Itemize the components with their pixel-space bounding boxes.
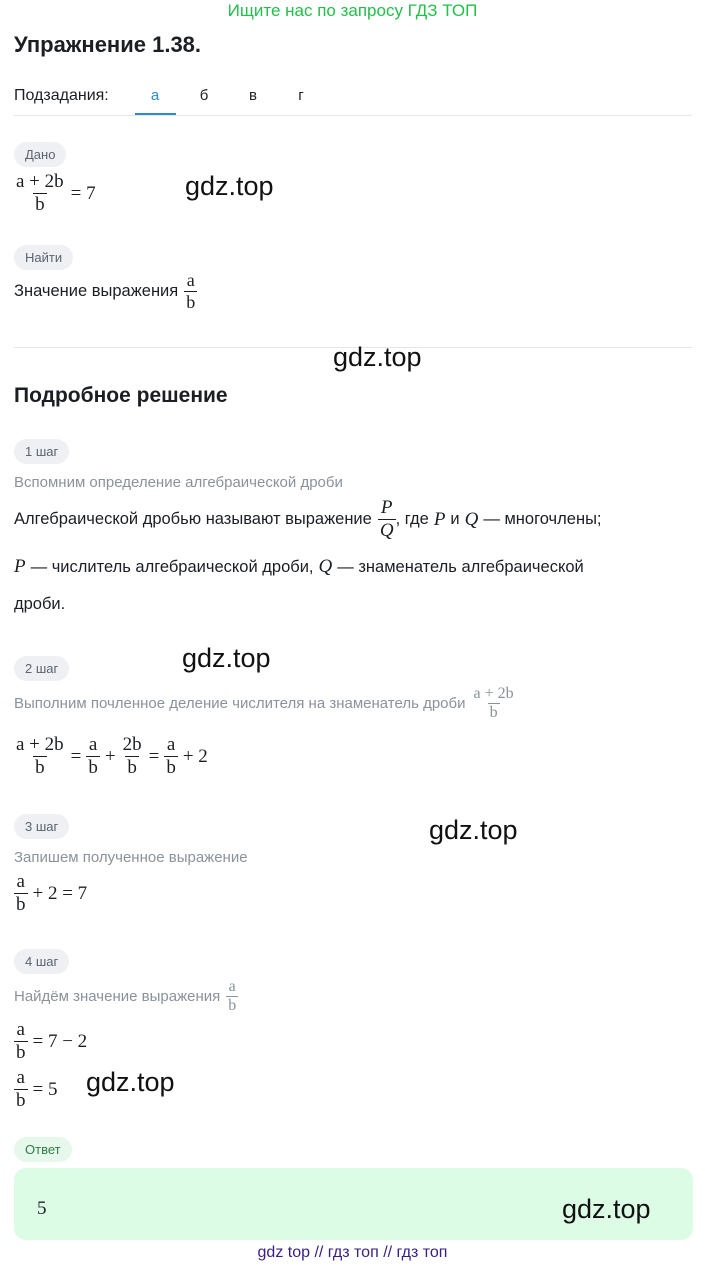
step1-text: — числитель алгебраической дроби, xyxy=(30,557,314,576)
step2-caption xyxy=(14,685,516,722)
step3-equation xyxy=(14,872,92,916)
step3-caption: Запишем полученное выражение xyxy=(14,849,248,866)
denominator: b xyxy=(88,756,98,778)
equals-sign: = xyxy=(148,745,160,767)
expression-tail: + 2 xyxy=(182,745,208,767)
subtasks-label: Подзадания: xyxy=(14,87,109,104)
numerator: a xyxy=(88,734,98,755)
watermark: gdz.top xyxy=(562,1194,651,1224)
numerator: a xyxy=(16,1019,25,1040)
step1-text: Алгебраической дробью называют выражение xyxy=(14,510,372,529)
step1-line2 xyxy=(14,556,584,578)
footer-watermark: gdz top // гдз топ // гдз топ xyxy=(257,1244,448,1261)
tabs-divider xyxy=(14,115,692,116)
given-equation xyxy=(14,172,101,216)
fraction xyxy=(86,735,100,779)
fraction xyxy=(14,1068,28,1112)
watermark: gdz.top xyxy=(86,1067,175,1097)
denominator: b xyxy=(166,756,176,778)
step1-text: и xyxy=(450,510,460,529)
caption-denominator: b xyxy=(489,703,498,721)
symbol-q: Q xyxy=(464,508,479,530)
watermark: gdz.top xyxy=(429,815,518,845)
given-denominator: b xyxy=(35,193,45,215)
numerator: 2b xyxy=(122,734,142,755)
step1-chip: 1 шаг xyxy=(14,439,69,464)
find-text: Значение выражения xyxy=(14,282,179,301)
step1-line1 xyxy=(14,498,602,542)
step1-text: — знаменатель алгебраической xyxy=(337,557,584,576)
caption-denominator: b xyxy=(228,996,237,1014)
step3-chip: 3 шаг xyxy=(14,814,69,839)
caption-fraction xyxy=(226,978,238,1015)
symbol-p: P xyxy=(14,556,26,577)
caption-fraction xyxy=(472,685,516,722)
denominator: b xyxy=(16,1089,26,1111)
given-rhs: = 7 xyxy=(70,182,96,204)
answer-value: 5 xyxy=(37,1198,47,1219)
tab-a[interactable]: а xyxy=(150,87,160,104)
numerator: a xyxy=(16,1067,25,1088)
numerator: a + 2b xyxy=(16,734,64,755)
fraction xyxy=(121,735,144,779)
solution-heading: Подробное решение xyxy=(14,384,228,407)
plus-sign: + xyxy=(104,745,116,767)
step2-chip: 2 шаг xyxy=(14,656,69,681)
tab-g[interactable]: г xyxy=(298,87,304,104)
expression-tail: + 2 = 7 xyxy=(32,882,88,904)
find-numerator: a xyxy=(186,270,195,290)
caption-numerator: a + 2b xyxy=(473,685,514,702)
fraction xyxy=(14,872,28,916)
fraction xyxy=(14,735,66,779)
step4-equation-1 xyxy=(14,1020,92,1064)
step1-text: — многочлены; xyxy=(483,510,602,529)
find-denominator: b xyxy=(186,291,196,312)
symbol-q: Q xyxy=(318,556,333,577)
step4-equation-2 xyxy=(14,1068,62,1112)
find-chip: Найти xyxy=(14,245,73,270)
tab-b[interactable]: б xyxy=(199,87,209,104)
page-title: Упражнение 1.38. xyxy=(14,32,202,57)
step4-chip: 4 шаг xyxy=(14,949,69,974)
equals-sign: = xyxy=(70,745,82,767)
pq-numerator: P xyxy=(380,497,393,518)
given-numerator: a + 2b xyxy=(16,171,64,192)
watermark: gdz.top xyxy=(182,643,271,673)
promo-banner: Ищите нас по запросу ГДЗ ТОП xyxy=(227,1,478,20)
step2-equation xyxy=(14,735,213,779)
pq-fraction xyxy=(378,498,396,542)
denominator: b xyxy=(16,893,26,915)
symbol-p: P xyxy=(433,508,446,530)
pq-denominator: Q xyxy=(379,519,394,541)
given-fraction xyxy=(14,172,66,216)
watermark: gdz.top xyxy=(185,171,274,201)
caption-numerator: a xyxy=(228,978,236,995)
active-tab-indicator xyxy=(135,113,176,115)
answer-chip: Ответ xyxy=(14,1137,72,1162)
expression-tail: = 7 − 2 xyxy=(32,1030,88,1052)
step4-caption xyxy=(14,978,238,1015)
step2-caption-text: Выполним почленное деление числителя на знаменатель дроби xyxy=(14,694,466,712)
step1-caption: Вспомним определение алгебраической дроби xyxy=(14,474,343,491)
given-chip: Дано xyxy=(14,142,66,167)
denominator: b xyxy=(127,756,137,778)
numerator: a xyxy=(166,734,176,755)
step1-line3: дроби. xyxy=(14,595,66,613)
fraction xyxy=(14,1020,28,1064)
expression-tail: = 5 xyxy=(32,1078,58,1100)
step4-caption-text: Найдём значение выражения xyxy=(14,987,221,1005)
find-fraction xyxy=(184,271,197,312)
numerator: a xyxy=(16,871,25,892)
find-line xyxy=(14,271,197,312)
watermark: gdz.top xyxy=(333,342,422,372)
denominator: b xyxy=(35,756,45,778)
fraction xyxy=(164,735,178,779)
tab-v[interactable]: в xyxy=(249,87,257,104)
step1-text: , где xyxy=(395,510,429,529)
denominator: b xyxy=(16,1041,26,1063)
